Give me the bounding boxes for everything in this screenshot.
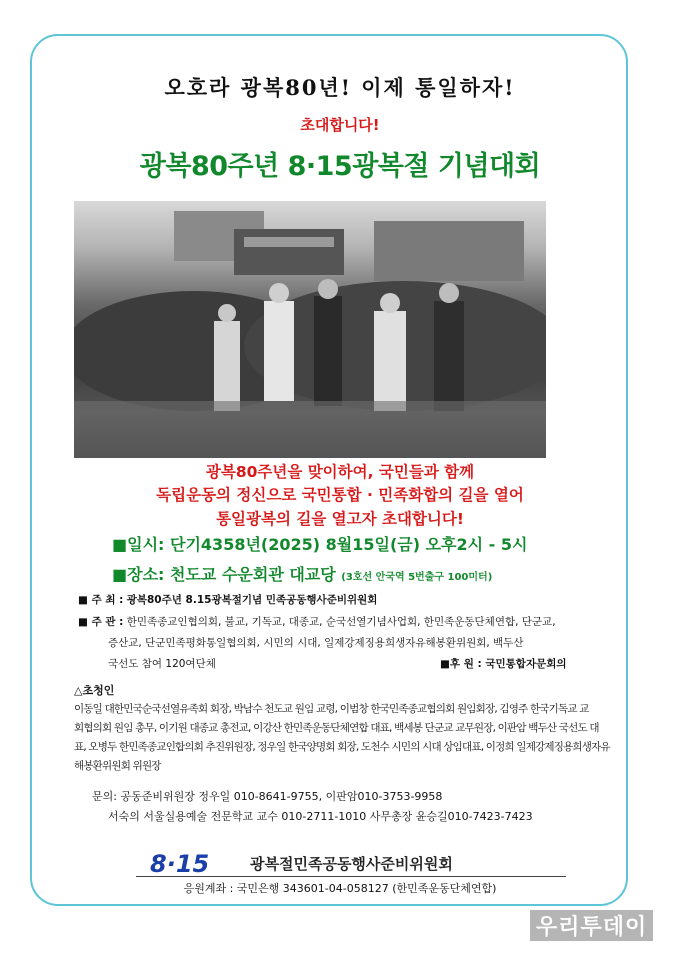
- invite-text: 초대합니다!: [300, 116, 380, 134]
- footer-divider: [136, 876, 566, 877]
- date-value: 단기4358년(2025) 8월15일(금) 오후2시 - 5시: [170, 535, 528, 554]
- place-value: 천도교 수운회관 대교당: [170, 565, 336, 584]
- hosts-line-3: 국선도 참여 120여단체: [108, 658, 216, 670]
- organizer-value: 광복80주년 8.15광복절기념 민족공동행사준비위원회: [126, 594, 378, 606]
- message-line-2: 독립운동의 정신으로 국민통합 · 민족화합의 길을 열어: [156, 486, 524, 504]
- invitees-line: 해봉환위원회 위원장: [74, 760, 161, 772]
- organizer-label: ■ 주 최 :: [78, 594, 124, 606]
- historic-crowd-photo: [74, 201, 546, 458]
- contact-line-2: 서숙의 서울실용예술 전문학교 교수 010-2711-1010 사무총장 윤승길010-7423-7423: [108, 810, 533, 823]
- event-date: [112, 532, 527, 555]
- hosts-value-1: 한민족종교인협의회, 불교, 기독교, 대종교, 순국선열기념사업회, 한민족운동단체연합, 단군교,: [126, 616, 556, 628]
- message-line-3: 통일광복의 길을 열고자 초대합니다!: [216, 510, 464, 528]
- invitees-line: 표, 오병두 한민족종교인합의회 추진위원장, 정우일 한국양명회 회장, 도천수 시민의 시대 상임대표, 이정희 일제강제징용희생자유: [74, 741, 610, 753]
- invitees-line: 이동일 대한민국순국선열유족회 회장, 박남수 천도교 원임 교령, 이범창 한국민족종교협의회 원임회장, 김영주 한국기독교 교: [74, 703, 589, 715]
- place-label: ■장소:: [112, 565, 165, 584]
- message-line-1: 광복80주년을 맞이하여, 국민들과 함께: [205, 463, 475, 481]
- organizer: [78, 592, 377, 607]
- event-place: [112, 562, 492, 585]
- event-title: 광복80주년 8·15광복절 기념대회: [139, 151, 541, 182]
- donation-account: 응원계좌 : 국민은행 343601-04-058127 (한민족운동단체연합): [183, 882, 497, 895]
- hosts-line-2: 증산교, 단군민족평화통일협의회, 시민의 시대, 일제강제징용희생자유해봉환위원회, 백두산: [108, 637, 524, 649]
- crowd-photo-illustration: [74, 201, 546, 458]
- hosts-label: ■ 주 관 :: [78, 616, 124, 628]
- date-label: ■일시:: [112, 535, 165, 554]
- sponsor: [440, 656, 567, 671]
- place-note: (3호선 안국역 5번출구 100미터): [341, 572, 493, 583]
- invitees-list: [74, 700, 614, 776]
- invitees-line: 회협의회 원임 총무, 이기원 대종교 총전교, 이강산 한민족운동단체연합 대표, 백세봉 단군교 교무원장, 이판암 백두산 국선도 대: [74, 722, 599, 734]
- invitees-heading: △초청인: [74, 684, 115, 697]
- sponsor-label: ■후 원 :: [440, 658, 482, 670]
- contact-line-1: 문의: 공동준비위원장 정우일 010-8641-9755, 이판암010-3753-9958: [92, 790, 443, 803]
- event-logo: 8·15: [150, 850, 210, 878]
- footer-organization: 광복절민족공동행사준비위원회: [250, 855, 453, 873]
- slogan: 오호라 광복80년! 이제 통일하자!: [164, 75, 516, 100]
- hosts-line-1: [78, 614, 556, 629]
- sponsor-value: 국민통합자문회의: [485, 658, 567, 670]
- watermark: 우리투데이: [530, 910, 653, 941]
